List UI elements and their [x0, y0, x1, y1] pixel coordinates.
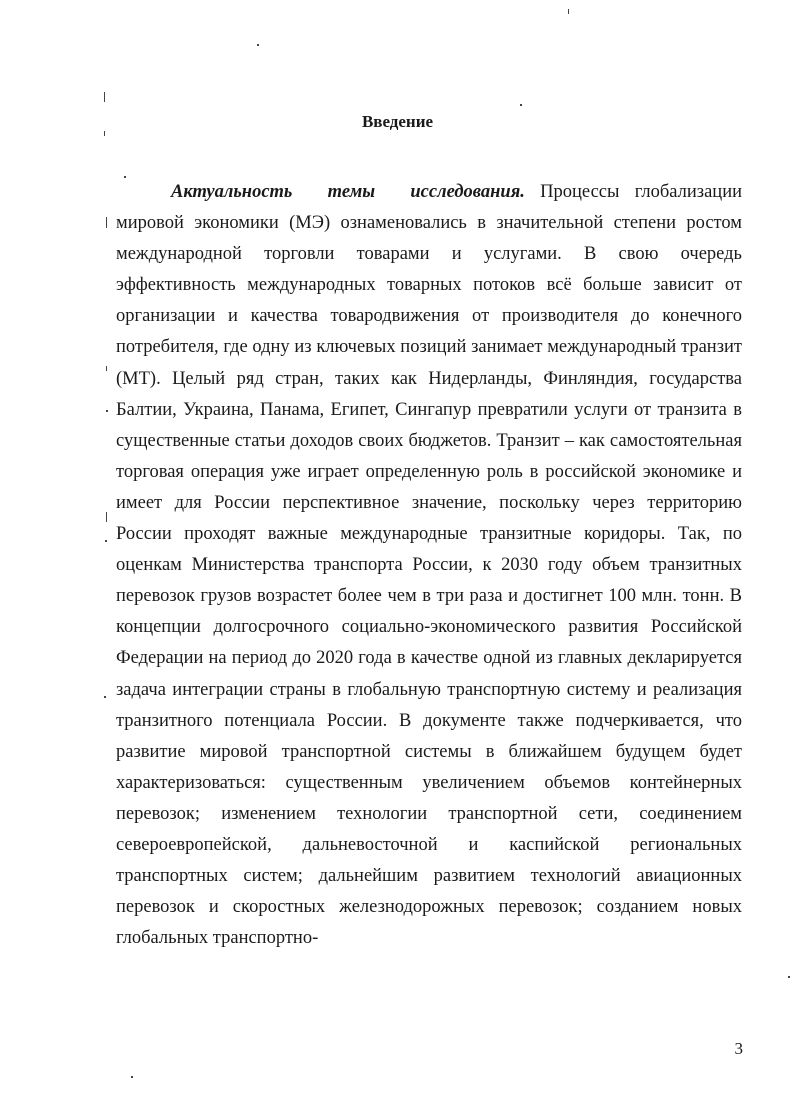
body-text: Процессы глобализации мировой экономики (МЭ) ознаменовались в значительной степени ростом международной торговли товарами и услугами. В свою очередь эффективность международных товарных потоков всё больше зависит от организации и качества товародвижения от производителя до конечного потребителя, где одну из ключевых позиций занимает международный транзит (МТ). Целый ряд стран, таких как Нидерланды, Финляндия, государства Балтии, Украина, Панама, Египет, Сингапур превратили услуги от транзита в существенные статьи доходов своих бюджетов. Транзит – как самостоятельная торговая операция уже играет определенную роль в российской экономике и имеет для России перспективное значение, поскольку через территорию России проходят важные международные транзитные коридоры. Так, по оценкам Министерства транспорта России, к 2030 году объем транзитных перевозок грузов возрастет более чем в три раза и достигнет 100 млн. тонн. В концепции долгосрочного социально-экономического развития Российской Федерации на период до 2020 года в качестве одной из главных декларируется задача интеграции страны в глобальную транспортную систему и реализация транзитного потенциала России. В документе также подчеркивается, что развитие мировой транспортной системы в ближайшем будущем будет характеризоваться: существенным увеличением объемов контейнерных перевозок; изменением технологии транспортной сети, соединением североевропейской, дальневосточной и каспийской региональных транспортных систем; дальнейшим развитием технологий авиационных перевозок и скоростных железнодорожных перевозок; созданием новых глобальных транспортно-	[116, 182, 742, 949]
scan-mark	[106, 512, 107, 522]
scan-mark	[124, 176, 126, 178]
body-paragraph	[116, 177, 742, 954]
scan-mark	[106, 410, 108, 412]
scan-mark	[106, 366, 107, 371]
scan-mark	[257, 44, 259, 46]
page-heading: Введение	[361, 112, 434, 131]
scan-mark	[105, 540, 107, 542]
scan-mark	[131, 1076, 133, 1078]
scan-mark	[520, 104, 522, 106]
scan-mark	[568, 9, 569, 14]
scan-mark	[104, 131, 105, 136]
scan-mark	[104, 696, 106, 698]
lead-phrase: Актуальность темы исследования.	[171, 182, 525, 202]
page-number: 3	[734, 1039, 743, 1058]
scan-mark	[104, 92, 105, 102]
scan-mark	[106, 217, 107, 228]
scan-mark	[788, 976, 790, 978]
